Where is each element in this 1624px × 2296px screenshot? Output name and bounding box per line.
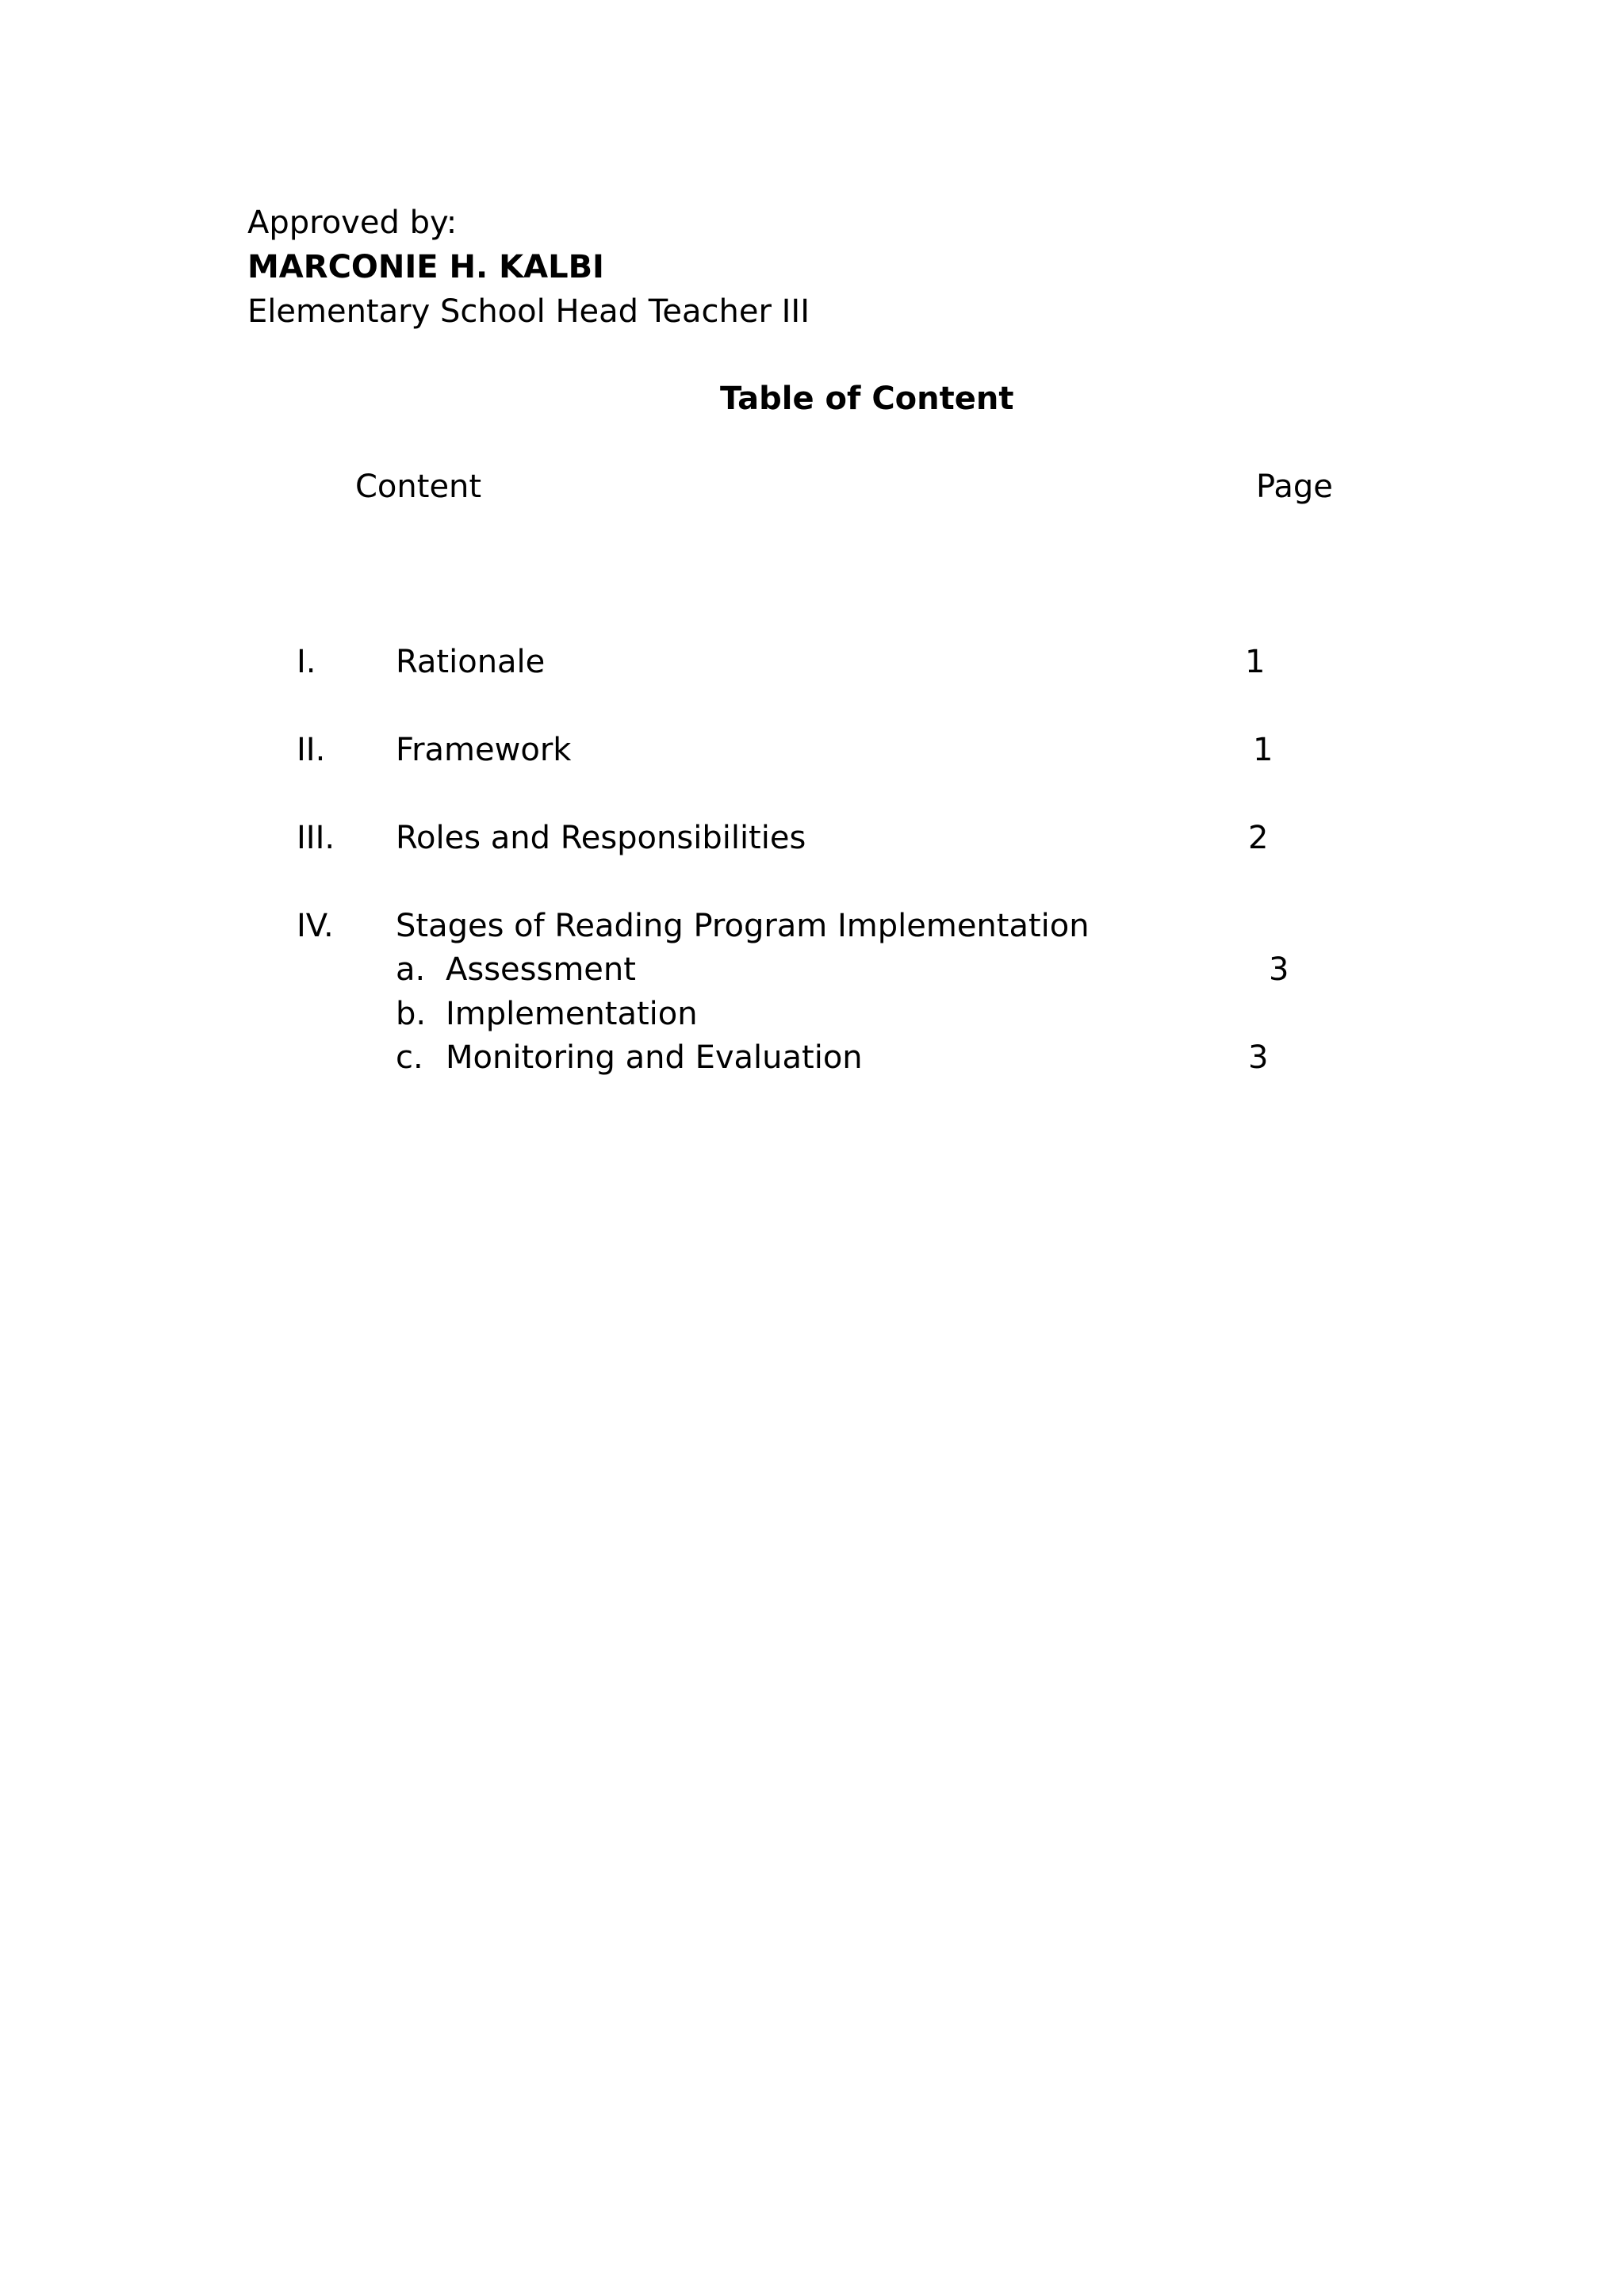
toc-item-numeral: II. xyxy=(297,732,326,768)
toc-item-title: Roles and Responsibilities xyxy=(396,820,806,856)
toc-subitem-letter: a. xyxy=(396,951,426,988)
toc-item-title: Framework xyxy=(396,732,572,768)
toc-item-numeral: IV. xyxy=(297,908,334,944)
toc-item-numeral: I. xyxy=(297,644,316,680)
toc-subitem-letter: c. xyxy=(396,1039,423,1076)
toc-subitem-page: 3 xyxy=(1269,951,1289,988)
toc-item-page: 1 xyxy=(1253,732,1274,768)
toc-title: Table of Content xyxy=(720,381,1014,417)
approved-by-label: Approved by: xyxy=(247,205,458,241)
toc-item-title: Stages of Reading Program Implementation xyxy=(396,908,1090,944)
toc-subitem-title: Monitoring and Evaluation xyxy=(446,1039,863,1076)
toc-header-page: Page xyxy=(1256,469,1333,505)
toc-item-numeral: III. xyxy=(297,820,335,856)
toc-subitem-title: Assessment xyxy=(446,951,636,988)
toc-header-content: Content xyxy=(355,469,482,505)
approver-position: Elementary School Head Teacher III xyxy=(247,293,810,330)
toc-item-title: Rationale xyxy=(396,644,546,680)
approver-name: MARCONIE H. KALBI xyxy=(247,249,604,285)
toc-subitem-title: Implementation xyxy=(446,996,698,1032)
toc-subitem-page: 3 xyxy=(1248,1039,1269,1076)
toc-item-page: 1 xyxy=(1245,644,1266,680)
toc-item-page: 2 xyxy=(1248,820,1269,856)
toc-subitem-letter: b. xyxy=(396,996,427,1032)
